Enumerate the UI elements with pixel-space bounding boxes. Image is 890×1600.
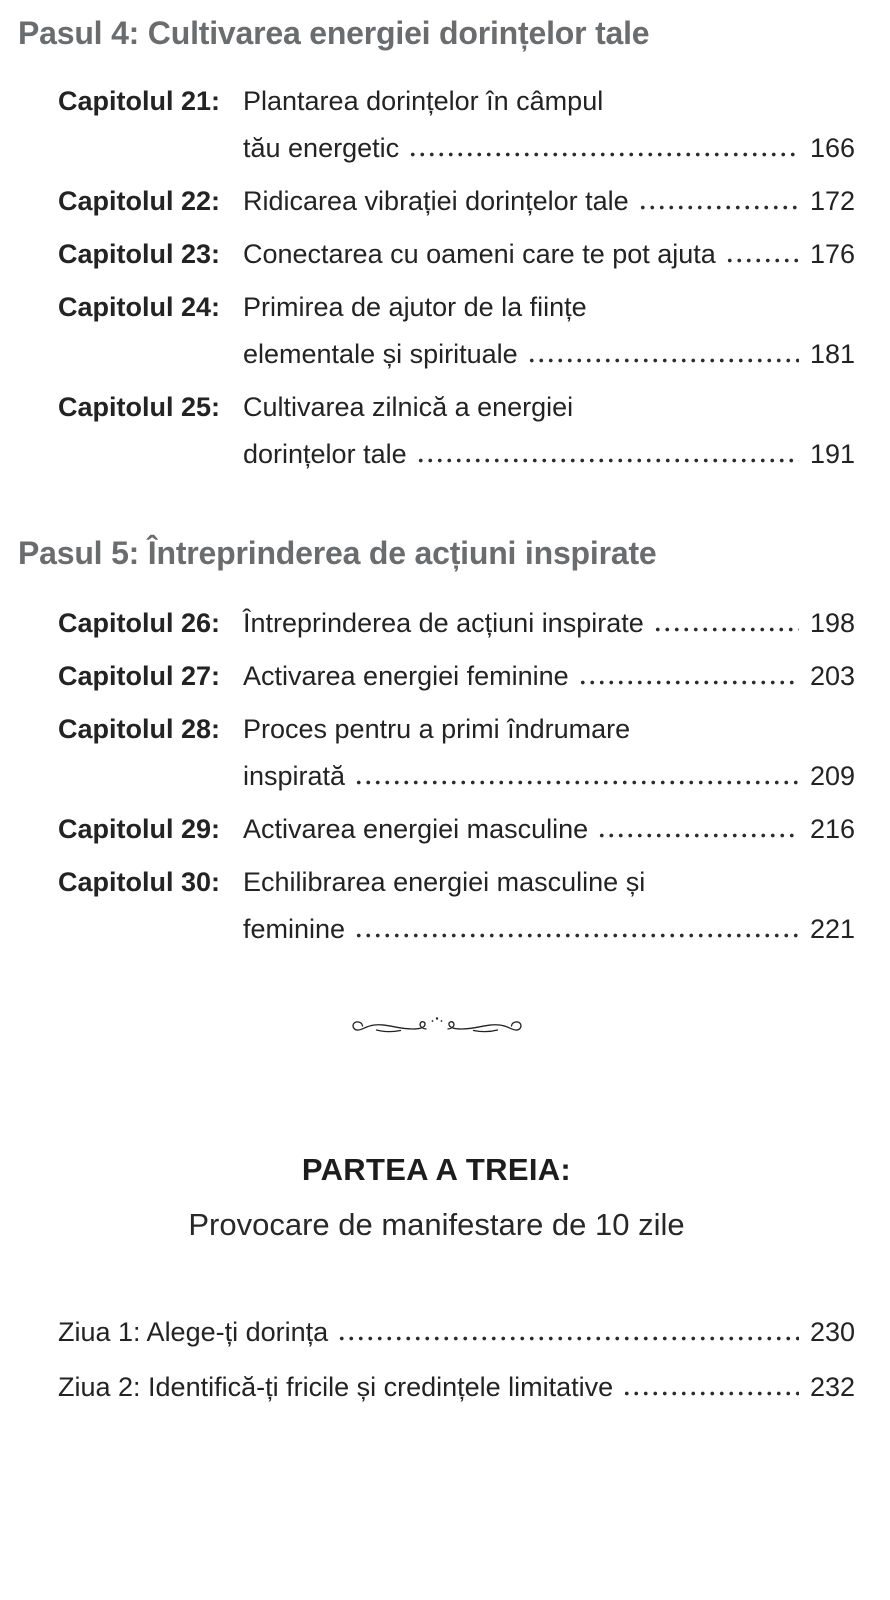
toc-entry-capitolul-23 — [58, 231, 855, 278]
page-number: 172 — [809, 186, 855, 216]
toc-section-pasul-4 — [18, 14, 855, 478]
page-number: 181 — [809, 339, 855, 369]
chapter-title: Proces pentru a primi îndrumare — [243, 714, 631, 744]
dot-leader — [653, 627, 799, 632]
day-list — [58, 1309, 855, 1411]
page-number: 198 — [809, 608, 855, 638]
page-number: 232 — [809, 1372, 855, 1402]
chapter-list — [58, 78, 855, 478]
dot-leader — [527, 358, 799, 363]
dot-leader — [408, 152, 799, 157]
toc-entry-capitolul-29 — [58, 806, 855, 853]
page-number: 209 — [809, 761, 855, 791]
page-number: 176 — [809, 239, 855, 269]
day-label: Ziua 1: Alege-ți dorința — [58, 1317, 329, 1347]
page-number: 216 — [809, 814, 855, 844]
part-three-section — [18, 1151, 855, 1411]
toc-entry-capitolul-21 — [58, 78, 855, 172]
toc-entry-line-continuation — [58, 431, 855, 478]
dot-leader — [416, 458, 799, 463]
toc-entry-line — [58, 78, 855, 125]
chapter-title-continuation: feminine — [243, 914, 346, 944]
chapter-label: Capitolul 28: — [58, 714, 221, 744]
chapter-label: Capitolul 25: — [58, 392, 221, 422]
chapter-title: Conectarea cu oameni care te pot ajuta — [243, 239, 716, 269]
toc-entry-line — [58, 231, 855, 278]
toc-entry-line-continuation — [58, 331, 855, 378]
chapter-label: Capitolul 27: — [58, 661, 221, 691]
chapter-title: Echilibrarea energiei masculine și — [243, 867, 646, 897]
dot-leader — [578, 680, 799, 685]
dot-leader — [725, 258, 799, 263]
toc-entry-line — [58, 384, 855, 431]
page-number: 230 — [809, 1317, 855, 1347]
toc-entry-line — [58, 178, 855, 225]
toc-entry-line — [58, 653, 855, 700]
chapter-list — [58, 600, 855, 953]
chapter-title-continuation: elementale și spirituale — [243, 339, 518, 369]
toc-entry-capitolul-22 — [58, 178, 855, 225]
chapter-title: Activarea energiei feminine — [243, 661, 569, 691]
chapter-title: Cultivarea zilnică a energiei — [243, 392, 574, 422]
chapter-title: Activarea energiei masculine — [243, 814, 589, 844]
toc-entry-capitolul-24 — [58, 284, 855, 378]
toc-entry-line-continuation — [58, 125, 855, 172]
chapter-label: Capitolul 29: — [58, 814, 221, 844]
part-subtitle: Provocare de manifestare de 10 zile — [188, 1207, 685, 1242]
toc-entry-capitolul-28 — [58, 706, 855, 800]
page-number: 221 — [809, 914, 855, 944]
toc-entry-line — [58, 600, 855, 647]
toc-section-pasul-5 — [18, 534, 855, 953]
toc-entry-capitolul-26 — [58, 600, 855, 647]
chapter-title: Ridicarea vibrației dorințelor tale — [243, 186, 629, 216]
chapter-title-continuation: inspirată — [243, 761, 346, 791]
chapter-title: Primirea de ajutor de la ființe — [243, 292, 587, 322]
chapter-label: Capitolul 24: — [58, 292, 221, 322]
toc-entry-line-continuation — [58, 753, 855, 800]
toc-entry-capitolul-30 — [58, 859, 855, 953]
toc-entry-line — [58, 806, 855, 853]
page-number: 191 — [809, 439, 855, 469]
chapter-title: Întreprinderea de acțiuni inspirate — [243, 608, 644, 638]
chapter-label: Capitolul 26: — [58, 608, 221, 638]
part-title: PARTEA A TREIA: — [301, 1152, 572, 1187]
page-number: 166 — [809, 133, 855, 163]
day-label: Ziua 2: Identifică-ți fricile și credințele limitative — [58, 1372, 614, 1402]
toc-entry-line — [58, 284, 855, 331]
toc-entry-line — [58, 859, 855, 906]
chapter-label: Capitolul 21: — [58, 86, 221, 116]
chapter-title: Plantarea dorințelor în câmpul — [243, 86, 604, 116]
page-number: 203 — [809, 661, 855, 691]
decorative-flourish — [18, 1015, 855, 1037]
toc-entry-line-continuation — [58, 906, 855, 953]
dot-leader — [354, 780, 799, 785]
toc-entry-capitolul-25 — [58, 384, 855, 478]
dot-leader — [597, 833, 799, 838]
chapter-title-continuation: dorințelor tale — [243, 439, 407, 469]
dot-leader — [354, 933, 799, 938]
dot-leader — [622, 1391, 799, 1396]
dot-leader — [337, 1336, 799, 1341]
toc-entry-line — [58, 706, 855, 753]
scroll-divider-icon — [344, 1015, 530, 1037]
dot-leader — [638, 205, 799, 210]
chapter-label: Capitolul 22: — [58, 186, 221, 216]
section-heading: Pasul 5: Întreprinderea de acțiuni inspirate — [18, 535, 657, 571]
toc-entry-ziua-1 — [58, 1309, 855, 1356]
section-heading: Pasul 4: Cultivarea energiei dorințelor tale — [18, 15, 650, 51]
toc-entry-capitolul-27 — [58, 653, 855, 700]
chapter-label: Capitolul 23: — [58, 239, 221, 269]
chapter-label: Capitolul 30: — [58, 867, 221, 897]
chapter-title-continuation: tău energetic — [243, 133, 400, 163]
toc-entry-ziua-2 — [58, 1364, 855, 1411]
